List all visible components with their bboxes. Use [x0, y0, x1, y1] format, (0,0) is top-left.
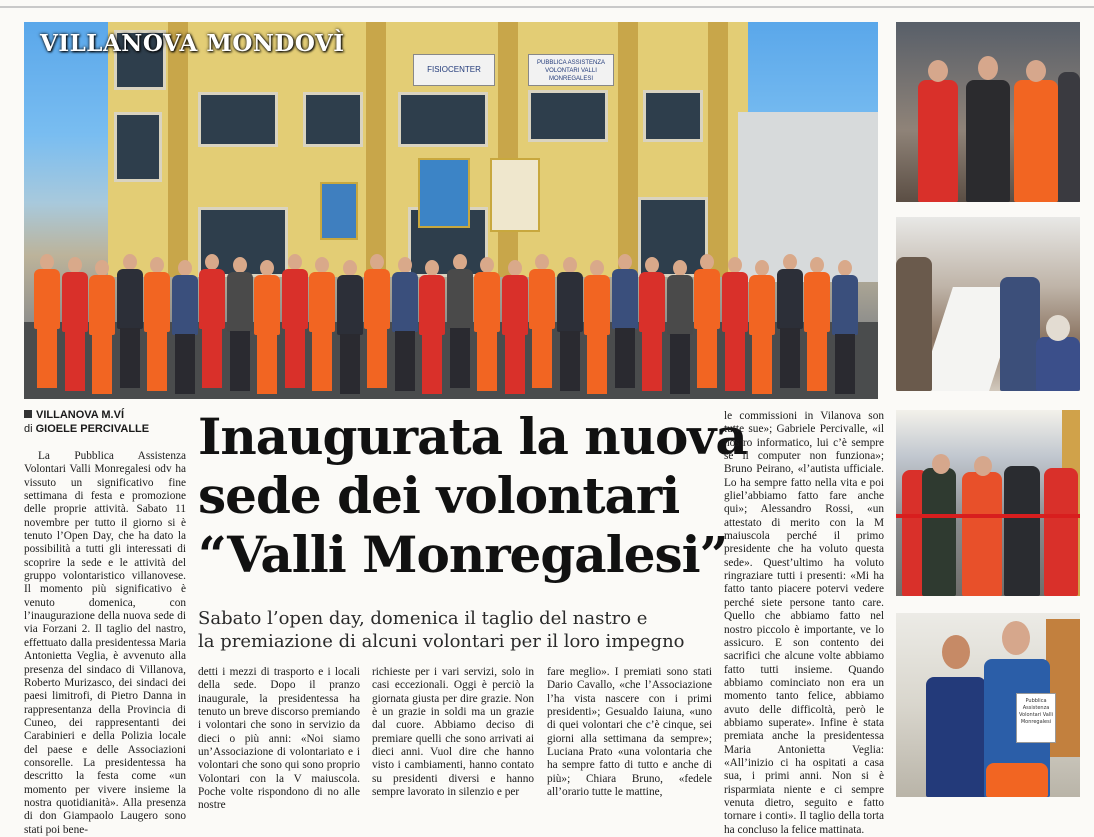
volunteer-figure	[307, 257, 337, 397]
main-photo-group	[24, 22, 878, 399]
volunteer-figure	[225, 257, 255, 397]
article-column-4	[547, 666, 712, 802]
volunteer-figure	[197, 254, 227, 394]
article-paragraph: fare meglio». I premiati sono stati Dario Cavallo, «che l’Associazione l’ha vista nascere con i primi presidenti»; Gesualdo Iaiuna, «uno di quei volontari che c’è cinque, sei giorni alla settimana da sempre»; Luciana Prato «una volontaria che ha sempre fatto di tutto e anche di più»; Chiara Bruno, «fedele all’orario tutte le mattine,	[547, 666, 712, 799]
byline-square	[24, 410, 32, 418]
volunteer-figure	[527, 254, 557, 394]
volunteer-figure	[115, 254, 145, 394]
article-column-1	[24, 450, 186, 836]
side-photo-ribbon	[896, 410, 1080, 596]
award-certificate: Pubblica Assistenza Volontari Valli Monregalesi	[1016, 693, 1056, 743]
volunteer-figure	[417, 260, 447, 400]
volunteer-figure	[692, 254, 722, 394]
volunteer-figure	[362, 254, 392, 394]
volunteer-figure	[390, 257, 420, 397]
headline-line-3: “Valli Monregalesi”	[198, 525, 728, 584]
subhead-line-1: Sabato l’open day, domenica il taglio del nastro e	[198, 608, 648, 629]
banner-flag	[320, 182, 358, 240]
volunteer-figure	[720, 257, 750, 397]
fisiocenter-sign: FISIOCENTER	[413, 54, 495, 86]
section-kicker: VILLANOVA MONDOVÌ	[40, 30, 345, 57]
volunteer-figure	[32, 254, 62, 394]
volunteer-figure	[445, 254, 475, 394]
banner-flag	[418, 158, 470, 228]
volunteer-figure	[637, 257, 667, 397]
volunteer-figure	[87, 260, 117, 400]
headline	[198, 407, 747, 584]
side-photo-lunch	[896, 217, 1080, 391]
inauguration-ribbon	[896, 514, 1080, 518]
article-column-2	[198, 666, 360, 812]
volunteer-figure	[830, 260, 860, 400]
photo-building	[108, 22, 748, 277]
side-photo-award	[896, 613, 1080, 797]
banner-flag	[490, 158, 540, 232]
side-photo-officials	[896, 22, 1080, 202]
top-rule	[0, 6, 1094, 8]
article-paragraph: La Pubblica Assistenza Volontari Valli Monregalesi odv ha vissuto un significativo fine settimana di festa e promozione delle proprie attività. Sabato 11 novembre per tutto il giorno si è tenuto l’Open Day, che ha dato la possibilità a tutti gli interessati di scoprire la sede e le attività del gruppo volontaristico villanovese. Il momento più significativo è venuto domenica, con l’inaugurazione della nuova sede di via Forzani 2. Il taglio del nastro, effettuato dalla presidentessa Maria Antonietta Veglia, è avvenuto alla presenza del sindaco di Villanova, Roberto Murizasco, dei sindaci dei paesi limitrofi, di Pietro Danna in rappresentanza della Provincia di Cuneo, dei rappresentanti dei Carabinieri e della Polizia locale del paese e delle Associazioni consorelle. La presidentessa ha descritto la festa come «un momento per vivere insieme la nostra quotidianità». Alla presenza di don Giampaolo Laugero sono stati poi bene-	[24, 450, 186, 836]
volunteer-figure	[555, 257, 585, 397]
volunteers-group	[32, 254, 872, 394]
headline-line-2: sede dei volontari	[198, 466, 680, 525]
volunteer-figure	[775, 254, 805, 394]
subheadline	[198, 607, 718, 653]
volunteer-figure	[665, 260, 695, 400]
article-column-3	[372, 666, 534, 802]
association-sign: PUBBLICA ASSISTENZA VOLONTARI VALLI MONREGALESI	[528, 54, 614, 86]
article-paragraph: richieste per i vari servizi, solo in casi eccezionali. Oggi è perciò la giornata giusta per dire grazie. Non è un grazie in soldi ma un grazie dal cuore. Abbiamo deciso di premiare quelli che sono arrivati ai dieci anni. Vuol dire che hanno visto i cambiamenti, hanno contato su presidenti diversi e hanno sempre lavorato in silenzio e per	[372, 666, 534, 799]
article-paragraph: le commissioni in Vilanova son tutte sue»; Gabriele Percivalle, «il nostro informatico, lui c’è sempre se il computer non funziona»; Bruno Peirano, «l’autista ufficiale. Lo ha sempre fatto nella vita e poi gliel’abbiamo fatto fare anche qui»; Alessandro Rossi, «un attestato di merito con la M maiuscola perché il primo presidente che ha voluto questa sede». Quest’ultimo ha voluto ringraziare tutti i presenti: «Mi ha fatto tanto piacere potervi vedere perché siete persone tanto care. Quello che abbiamo fatto nel nostro piccolo è importante, ve lo assicuro. E son contento dei sacrifici che alcune volte abbiamo fatto tutti insieme. Quando abbiamo cominciato non era un momento tanto felice, abbiamo avuto delle difficoltà, però le abbiamo superate». Infine è stata premiata anche la presidentessa Maria Antonietta Veglia: «All’inizio ci ha ospitati a casa sua, i primi anni. Non si è risparmiata niente e ci sempre venuta dietro, seguito e fatto tornare i conti». Il taglio della torta ha concluso la felice mattinata.	[724, 410, 884, 836]
volunteer-figure	[280, 254, 310, 394]
volunteer-figure	[170, 260, 200, 400]
volunteer-figure	[802, 257, 832, 397]
volunteer-figure	[747, 260, 777, 400]
byline-place: VILLANOVA M.VÍ	[36, 409, 124, 421]
volunteer-figure	[472, 257, 502, 397]
volunteer-figure	[500, 260, 530, 400]
byline-author: GIOELE PERCIVALLE	[35, 423, 150, 435]
subhead-line-2: la premiazione di alcuni volontari per il loro impegno	[198, 631, 685, 652]
article-column-5	[724, 410, 884, 836]
volunteer-figure	[60, 257, 90, 397]
volunteer-figure	[142, 257, 172, 397]
headline-line-1: Inaugurata la nuova	[198, 407, 747, 466]
volunteer-figure	[252, 260, 282, 400]
volunteer-figure	[582, 260, 612, 400]
article-paragraph: detti i mezzi di trasporto e i locali della sede. Dopo il pranzo inaugurale, la presidentessa ha tenuto un breve discorso premiando i volontari che sono in servizio da dieci o più anni: «Noi siamo un’Associazione di volontariato e i volontari che sono qui sono proprio Volontari con la V maiuscola. Poche volte rispondono di no alle nostre	[198, 666, 360, 812]
volunteer-figure	[335, 260, 365, 400]
byline-prefix: di	[24, 423, 33, 435]
volunteer-figure	[610, 254, 640, 394]
byline	[24, 408, 149, 436]
